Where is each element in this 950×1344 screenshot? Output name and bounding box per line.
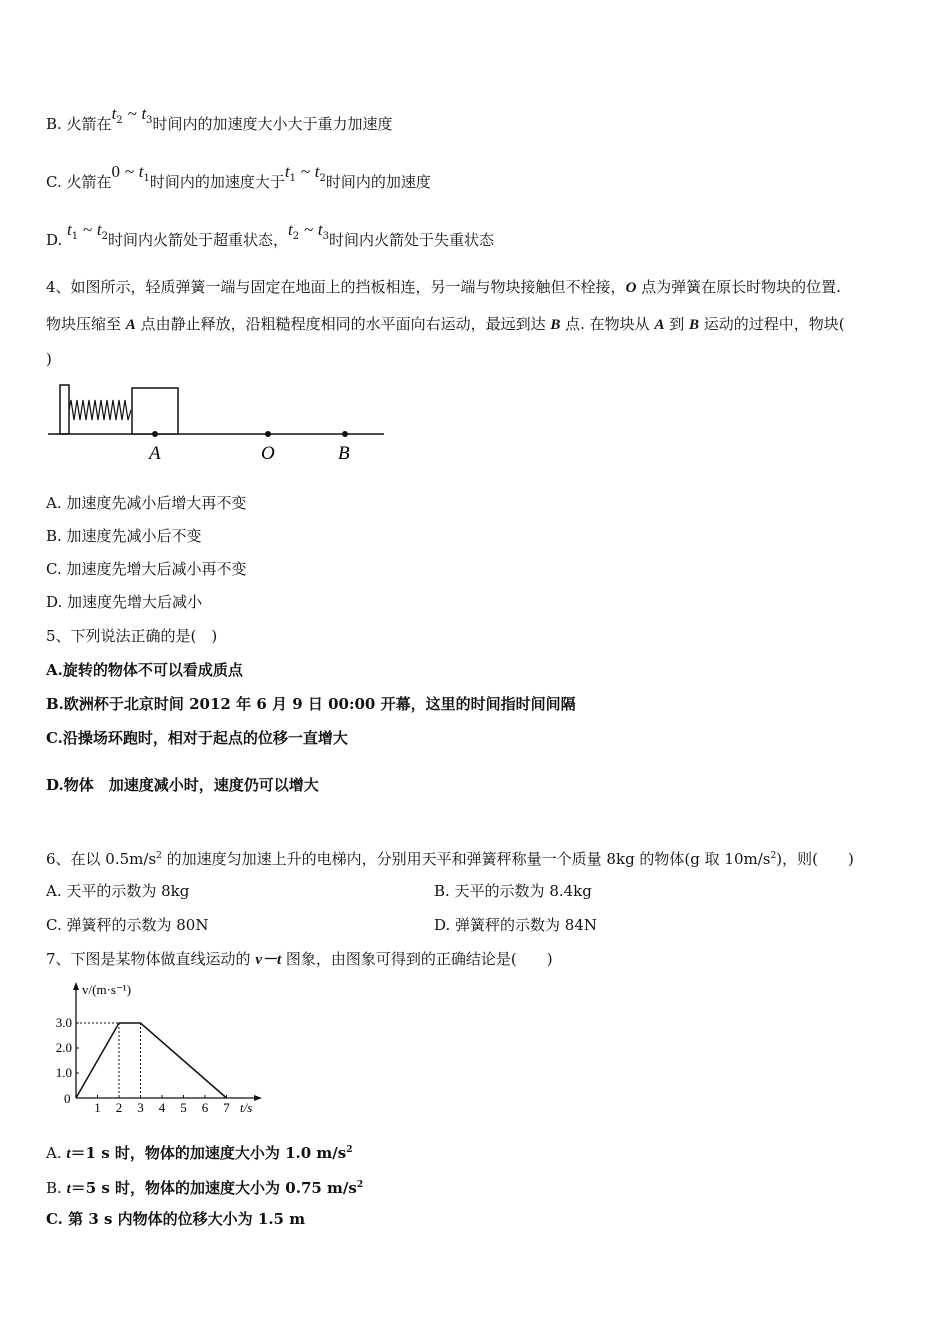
q3-d-t1: t [67,220,72,239]
q6-text: )，则( ) [776,850,854,868]
q7-superscript: 2 [346,1145,353,1155]
q5-option-b: B.欧洲杯于北京时间 2012 年 6 月 9 日 00:00 开幕，这里的时间指时间间隔 [46,695,576,713]
q7-text: 图象，由图象可得到的正确结论是( ) [281,950,553,968]
x-tick-label: 7 [223,1100,230,1115]
q6-option-a: A. 天平的示数为 8kg [46,882,190,900]
spring-block-diagram [44,380,389,466]
q7-option-a [46,1140,352,1164]
q3-d-sub1: 1 [71,231,79,242]
q7-text: 7、下图是某物体做直线运动的 [46,950,256,968]
q3-option-b [46,104,393,141]
x-tick-label: 4 [158,1100,166,1115]
q3-c-sub1: 1 [143,173,150,184]
q3-c-math2 [284,162,326,184]
q4-option-d: D. 加速度先增大后减小 [46,593,203,611]
fixed-wall [60,385,69,434]
q7-stem [46,949,553,970]
q3-d-tilde2: ~ [303,220,314,239]
q3-c-suffix: 时间内的加速度 [325,173,431,191]
y-tick-label: 1.0 [55,1065,72,1080]
q3-c-mid: 时间内的加速度大于 [149,173,285,191]
q3-d-suffix: 时间内火箭处于失重状态 [329,231,495,249]
q3-b-sub2: 2 [116,115,123,126]
q3-d-t2: t [96,220,102,239]
q4-text: 到 [664,315,689,333]
block [132,388,178,434]
q4-text: 点为弹簧在原长时物块的位置. [636,278,841,296]
q3-b-sub3: 3 [146,115,153,126]
x-axis-arrow [254,1095,262,1101]
q7-option-c [46,1209,305,1229]
q6-option-c: C. 弹簧秤的示数为 80N [46,916,209,934]
q3-d-sub2b: 2 [292,231,300,242]
q5-option-d: D.物体 加速度减小时，速度仍可以增大 [46,776,319,794]
q7-text: ＝5 s 时，物体的加速度大小为 0.75 m/s [70,1179,357,1197]
q7-t: t [66,1181,71,1197]
q3-b-math [111,104,153,126]
point-a-dot [152,431,158,437]
q3-d-t2b: t [288,220,293,239]
q4-b-symbol: B [689,317,700,333]
q6-superscript: 2 [770,851,777,861]
q6-stem [46,846,854,869]
label-b: B [338,443,350,464]
q3-c-sub1b: 1 [289,173,296,184]
y-tick-label: 3.0 [55,1015,72,1030]
q3-c-prefix: C. 火箭在 [46,173,112,191]
q3-option-d [46,220,495,257]
q4-text: 物块压缩至 [46,315,126,333]
q4-text: 点由静止释放，沿粗糙程度相同的水平面向右运动，最远到达 [135,315,551,333]
y-tick-label: 2.0 [55,1040,72,1055]
label-a: A [149,443,161,464]
spring [69,400,131,420]
q4-o-symbol: O [625,280,637,296]
q3-b-suffix: 时间内的加速度大小大于重力加速度 [152,115,393,133]
q3-c-tilde: ~ [124,162,134,181]
y-axis-label: v/(m·s⁻¹) [82,982,132,997]
q3-d-prefix: D. [46,231,68,249]
x-tick-label: 2 [115,1100,123,1115]
q7-text: B. [46,1179,67,1197]
q7-text: A. [46,1144,67,1162]
q5-stem: 5、下列说法正确的是( ) [46,627,218,645]
y-axis-arrow [73,982,79,990]
series-line-v [76,1023,227,1098]
q3-d-tilde: ~ [82,220,93,239]
q4-b-symbol: B [550,317,561,333]
q6-superscript: 2 [156,851,162,861]
q4-stem-line2 [46,314,845,335]
point-o-dot [265,431,271,437]
q3-d-math2 [288,220,330,242]
x-axis-label: t/s [240,1100,253,1115]
q6-text: 6、在以 0.5m/s [46,850,157,868]
q3-b-t3: t [141,104,147,123]
point-b-dot [342,431,348,437]
q3-d-sub2: 2 [101,231,109,242]
q3-c-t1b: t [284,162,290,181]
q3-b-prefix: B. 火箭在 [46,115,112,133]
vt-graph [44,978,274,1120]
q3-option-c [46,162,431,199]
q5-option-a: A.旋转的物体不可以看成质点 [46,661,243,679]
q7-option-b [46,1175,363,1199]
q6-text: 的加速度匀加速上升的电梯内，分别用天平和弹簧秤称量一个质量 8kg 的物体(g 取 10m/s [161,850,771,868]
q3-d-t3: t [317,220,323,239]
q5-option-c: C.沿操场环跑时，相对于起点的位移一直增大 [46,729,348,747]
q6-option-b: B. 天平的示数为 8.4kg [434,882,592,900]
q3-b-tilde: ~ [127,104,137,123]
q3-c-t2: t [314,162,320,181]
q7-text: ＝1 s 时，物体的加速度大小为 1.0 m/s [70,1144,347,1162]
q7-t: t [66,1146,71,1162]
q3-d-sub3: 3 [322,231,330,242]
x-tick-label: 3 [137,1100,144,1115]
q7-text: C. 第 3 s 内物体的位移大小为 1.5 m [46,1210,306,1228]
q4-option-b: B. 加速度先减小后不变 [46,527,202,545]
q7-vt: v－t [255,952,282,968]
label-o: O [261,443,275,464]
q7-superscript: 2 [356,1180,364,1190]
x-tick-label: 5 [180,1100,187,1115]
q4-text: 4、如图所示，轻质弹簧一端与固定在地面上的挡板相连，另一端与物块接触但不栓接， [46,278,626,296]
q3-c-zero: 0 [111,162,120,181]
q3-b-t2: t [111,104,117,123]
q4-text: 运动的过程中，物块( [699,315,845,333]
q3-c-math1 [111,162,150,184]
q3-d-mid: 时间内火箭处于超重状态， [108,231,289,249]
q4-option-a: A. 加速度先减小后增大再不变 [46,494,247,512]
x-tick-label: 1 [94,1100,101,1115]
origin-label: 0 [64,1091,71,1106]
q6-option-d: D. 弹簧秤的示数为 84N [434,916,598,934]
q3-d-math1 [67,220,109,242]
q3-c-t1: t [138,162,144,181]
q4-stem-line1 [46,277,841,298]
q3-c-tilde2: ~ [300,162,310,181]
x-tick-label: 6 [201,1100,209,1115]
q4-option-c: C. 加速度先增大后减小再不变 [46,560,247,578]
q4-stem-line3: ) [46,350,52,368]
q4-text: 点. 在物块从 [560,315,655,333]
q4-a-symbol: A [654,317,665,333]
q3-c-sub2: 2 [319,173,326,184]
q4-a-symbol: A [125,317,136,333]
